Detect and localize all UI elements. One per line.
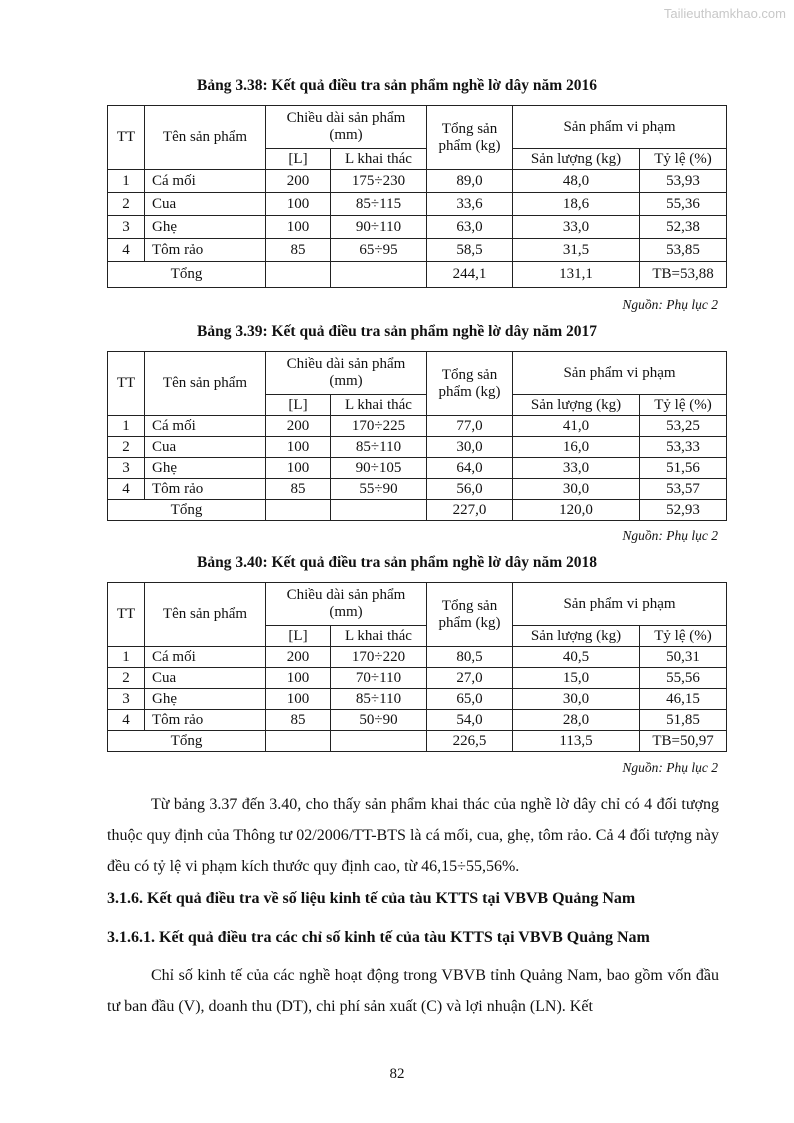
cell-tt: 4	[108, 479, 145, 500]
header-ratio: Tỷ lệ (%)	[640, 626, 727, 647]
cell-lkt: 85÷110	[331, 689, 427, 710]
header-tt: TT	[108, 106, 145, 170]
cell-ratio: 55,56	[640, 668, 727, 689]
cell-ratio: 51,85	[640, 710, 727, 731]
header-product-name: Tên sản phẩm	[145, 106, 266, 170]
header-l: [L]	[266, 395, 331, 416]
cell-name: Cua	[145, 437, 266, 458]
cell-lkt: 65÷95	[331, 239, 427, 262]
cell-l: 200	[266, 170, 331, 193]
header-ratio: Tỷ lệ (%)	[640, 395, 727, 416]
header-l-khai-thac: L khai thác	[331, 149, 427, 170]
cell-tt: 1	[108, 170, 145, 193]
paragraph-summary-text: Từ bảng 3.37 đến 3.40, cho thấy sản phẩm khai thác của nghề lờ dây chỉ có 4 đối tượng thuộc quy định của Thông tư 02/2006/TT-BTS là cá mối, cua, ghẹ, tôm rảo. Cả 4 đối tượng này đều có tỷ lệ vi phạm kích thước quy định cao, từ 46,15÷55,56%.	[107, 796, 719, 875]
cell-total: 54,0	[427, 710, 513, 731]
cell-tt: 2	[108, 437, 145, 458]
cell-sum-ratio: TB=50,97	[640, 731, 727, 752]
cell-name: Ghẹ	[145, 458, 266, 479]
header-yield: Sản lượng (kg)	[513, 149, 640, 170]
cell-lkt: 170÷220	[331, 647, 427, 668]
cell-lkt: 90÷110	[331, 216, 427, 239]
source-note-3-38: Nguồn: Phụ lục 2	[622, 297, 718, 312]
cell-total: 77,0	[427, 416, 513, 437]
cell-ratio: 55,36	[640, 193, 727, 216]
cell-total: 64,0	[427, 458, 513, 479]
section-heading-3-1-6-1: 3.1.6.1. Kết quả điều tra các chỉ số kinh tế của tàu KTTS tại VBVB Quảng Nam	[107, 929, 650, 946]
cell-tt: 1	[108, 647, 145, 668]
cell-name: Cua	[145, 668, 266, 689]
cell-name: Tôm rảo	[145, 239, 266, 262]
table-row	[108, 689, 727, 710]
table-row	[108, 668, 727, 689]
header-violation: Sản phẩm vi phạm	[513, 583, 727, 626]
cell-yield: 48,0	[513, 170, 640, 193]
header-yield: Sản lượng (kg)	[513, 395, 640, 416]
cell-total: 65,0	[427, 689, 513, 710]
cell-ratio: 46,15	[640, 689, 727, 710]
cell-empty	[331, 500, 427, 521]
paragraph-economic	[107, 960, 719, 1022]
cell-l: 100	[266, 193, 331, 216]
header-total: Tổng sản phẩm (kg)	[427, 583, 513, 647]
cell-name: Tôm rảo	[145, 710, 266, 731]
header-ratio: Tỷ lệ (%)	[640, 149, 727, 170]
cell-lkt: 55÷90	[331, 479, 427, 500]
table-row	[108, 416, 727, 437]
header-total: Tổng sản phẩm (kg)	[427, 106, 513, 170]
table-sum-row	[108, 262, 727, 288]
paragraph-economic-text: Chỉ số kinh tế của các nghề hoạt động trong VBVB tỉnh Quảng Nam, bao gồm vốn đầu tư ban đầu (V), doanh thu (DT), chi phí sản xuất (C) và lợi nhuận (LN). Kết	[107, 967, 719, 1015]
table-3-39	[107, 351, 727, 521]
cell-empty	[266, 262, 331, 288]
cell-ratio: 53,33	[640, 437, 727, 458]
cell-total: 89,0	[427, 170, 513, 193]
cell-total: 33,6	[427, 193, 513, 216]
header-tt: TT	[108, 352, 145, 416]
cell-sum-label: Tổng	[108, 500, 266, 521]
cell-yield: 40,5	[513, 647, 640, 668]
cell-sum-label: Tổng	[108, 731, 266, 752]
cell-ratio: 52,38	[640, 216, 727, 239]
cell-l: 200	[266, 416, 331, 437]
cell-sum-ratio: TB=53,88	[640, 262, 727, 288]
cell-ratio: 53,85	[640, 239, 727, 262]
cell-empty	[266, 500, 331, 521]
cell-lkt: 85÷115	[331, 193, 427, 216]
header-yield: Sản lượng (kg)	[513, 626, 640, 647]
cell-name: Cá mối	[145, 647, 266, 668]
cell-total: 63,0	[427, 216, 513, 239]
cell-ratio: 53,57	[640, 479, 727, 500]
cell-total: 56,0	[427, 479, 513, 500]
header-length: Chiều dài sản phẩm (mm)	[266, 352, 427, 395]
cell-yield: 28,0	[513, 710, 640, 731]
watermark: Tailieuthamkhao.com	[663, 6, 786, 21]
cell-l: 85	[266, 479, 331, 500]
table-row	[108, 216, 727, 239]
header-l: [L]	[266, 149, 331, 170]
table-row	[108, 239, 727, 262]
table-row	[108, 437, 727, 458]
header-l: [L]	[266, 626, 331, 647]
cell-lkt: 85÷110	[331, 437, 427, 458]
cell-tt: 3	[108, 458, 145, 479]
cell-name: Cá mối	[145, 170, 266, 193]
cell-lkt: 90÷105	[331, 458, 427, 479]
cell-total: 80,5	[427, 647, 513, 668]
table-sum-row	[108, 731, 727, 752]
cell-ratio: 53,25	[640, 416, 727, 437]
cell-tt: 2	[108, 193, 145, 216]
table-3-40	[107, 582, 727, 752]
cell-yield: 33,0	[513, 216, 640, 239]
section-heading-3-1-6: 3.1.6. Kết quả điều tra về số liệu kinh tế của tàu KTTS tại VBVB Quảng Nam	[107, 890, 636, 907]
table-caption-3-38: Bảng 3.38: Kết quả điều tra sản phẩm nghề lờ dây năm 2016	[196, 77, 598, 94]
table-row	[108, 710, 727, 731]
cell-tt: 1	[108, 416, 145, 437]
cell-tt: 4	[108, 710, 145, 731]
cell-l: 200	[266, 647, 331, 668]
cell-yield: 30,0	[513, 479, 640, 500]
table-caption-3-39: Bảng 3.39: Kết quả điều tra sản phẩm nghề lờ dây năm 2017	[196, 323, 598, 340]
cell-l: 100	[266, 216, 331, 239]
cell-lkt: 70÷110	[331, 668, 427, 689]
cell-empty	[331, 262, 427, 288]
table-row	[108, 479, 727, 500]
source-note-3-39: Nguồn: Phụ lục 2	[622, 528, 718, 543]
cell-lkt: 175÷230	[331, 170, 427, 193]
table-row	[108, 170, 727, 193]
table-3-38	[107, 105, 727, 288]
table-row	[108, 193, 727, 216]
paragraph-summary	[107, 789, 719, 882]
cell-sum-label: Tổng	[108, 262, 266, 288]
cell-total: 30,0	[427, 437, 513, 458]
cell-empty	[266, 731, 331, 752]
cell-name: Ghẹ	[145, 216, 266, 239]
cell-lkt: 50÷90	[331, 710, 427, 731]
cell-sum-yield: 113,5	[513, 731, 640, 752]
source-note-3-40: Nguồn: Phụ lục 2	[622, 760, 718, 775]
page-number: 82	[389, 1066, 405, 1082]
cell-sum-ratio: 52,93	[640, 500, 727, 521]
cell-tt: 2	[108, 668, 145, 689]
cell-ratio: 51,56	[640, 458, 727, 479]
cell-l: 100	[266, 689, 331, 710]
cell-sum-total: 244,1	[427, 262, 513, 288]
cell-empty	[331, 731, 427, 752]
cell-name: Ghẹ	[145, 689, 266, 710]
cell-tt: 4	[108, 239, 145, 262]
table-caption-3-40: Bảng 3.40: Kết quả điều tra sản phẩm nghề lờ dây năm 2018	[196, 554, 598, 571]
cell-sum-total: 227,0	[427, 500, 513, 521]
cell-total: 58,5	[427, 239, 513, 262]
header-tt: TT	[108, 583, 145, 647]
cell-yield: 33,0	[513, 458, 640, 479]
cell-tt: 3	[108, 216, 145, 239]
cell-l: 100	[266, 437, 331, 458]
cell-yield: 31,5	[513, 239, 640, 262]
cell-lkt: 170÷225	[331, 416, 427, 437]
cell-l: 85	[266, 239, 331, 262]
cell-tt: 3	[108, 689, 145, 710]
cell-sum-yield: 131,1	[513, 262, 640, 288]
cell-sum-total: 226,5	[427, 731, 513, 752]
header-product-name: Tên sản phẩm	[145, 583, 266, 647]
cell-yield: 30,0	[513, 689, 640, 710]
cell-name: Cua	[145, 193, 266, 216]
table-row	[108, 647, 727, 668]
table-row	[108, 458, 727, 479]
cell-ratio: 50,31	[640, 647, 727, 668]
cell-yield: 16,0	[513, 437, 640, 458]
header-product-name: Tên sản phẩm	[145, 352, 266, 416]
header-violation: Sản phẩm vi phạm	[513, 352, 727, 395]
header-l-khai-thac: L khai thác	[331, 395, 427, 416]
cell-name: Cá mối	[145, 416, 266, 437]
header-l-khai-thac: L khai thác	[331, 626, 427, 647]
cell-total: 27,0	[427, 668, 513, 689]
table-sum-row	[108, 500, 727, 521]
cell-l: 85	[266, 710, 331, 731]
cell-yield: 41,0	[513, 416, 640, 437]
header-length: Chiều dài sản phẩm (mm)	[266, 106, 427, 149]
cell-yield: 18,6	[513, 193, 640, 216]
cell-ratio: 53,93	[640, 170, 727, 193]
cell-sum-yield: 120,0	[513, 500, 640, 521]
cell-yield: 15,0	[513, 668, 640, 689]
cell-name: Tôm rảo	[145, 479, 266, 500]
cell-l: 100	[266, 668, 331, 689]
cell-l: 100	[266, 458, 331, 479]
header-length: Chiều dài sản phẩm (mm)	[266, 583, 427, 626]
header-total: Tổng sản phẩm (kg)	[427, 352, 513, 416]
header-violation: Sản phẩm vi phạm	[513, 106, 727, 149]
